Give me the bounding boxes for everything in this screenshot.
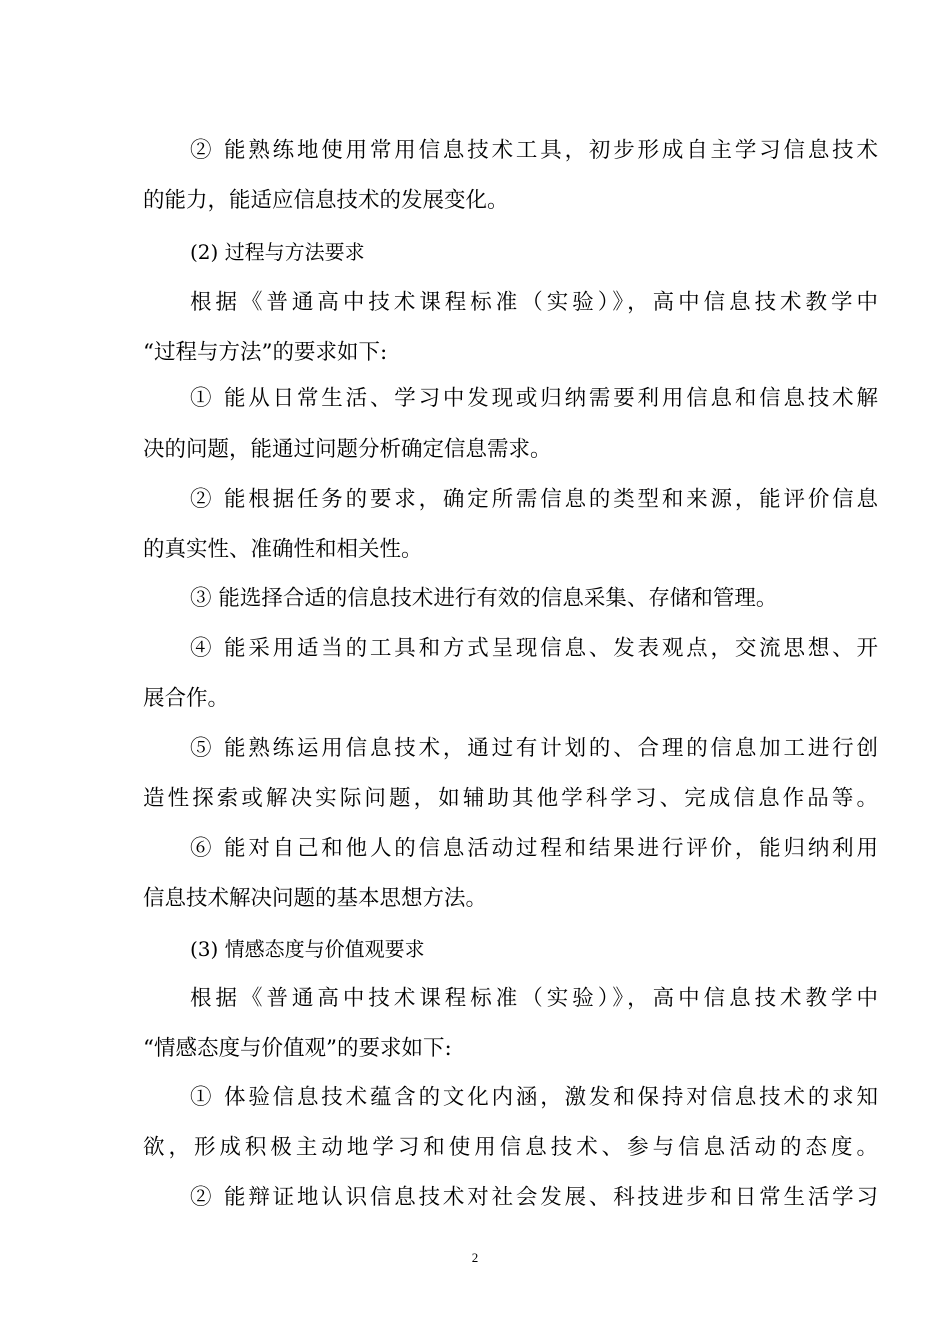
paragraph-line: ② 能熟练地使用常用信息技术工具，初步形成自主学习信息技术	[190, 138, 878, 163]
paragraph-line: 根据《普通高中技术课程标准（实验）》，高中信息技术教学中	[190, 986, 878, 1011]
paragraph-line: “过程与方法”的要求如下:	[143, 340, 388, 365]
list-item-line: ④ 能采用适当的工具和方式呈现信息、发表观点，交流思想、开	[190, 636, 878, 661]
list-item-line: ① 体验信息技术蕴含的文化内涵，激发和保持对信息技术的求知	[190, 1085, 878, 1110]
list-item-line: ③ 能选择合适的信息技术进行有效的信息采集、存储和管理。	[190, 586, 778, 611]
list-item-line: 欲，形成积极主动地学习和使用信息技术、参与信息活动的态度。	[143, 1135, 878, 1160]
list-item-line: ① 能从日常生活、学习中发现或归纳需要利用信息和信息技术解	[190, 386, 878, 411]
section-heading: (3) 情感态度与价值观要求	[190, 937, 425, 961]
section-heading: (2) 过程与方法要求	[190, 240, 365, 264]
list-item-line: 的真实性、准确性和相关性。	[143, 537, 423, 562]
list-item-line: 决的问题，能通过问题分析确定信息需求。	[143, 437, 552, 462]
list-item-line: ② 能辩证地认识信息技术对社会发展、科技进步和日常生活学习	[190, 1185, 878, 1210]
list-item-line: 造性探索或解决实际问题，如辅助其他学科学习、完成信息作品等。	[143, 786, 878, 811]
list-item-line: 展合作。	[143, 686, 230, 711]
list-item-line: ⑥ 能对自己和他人的信息活动过程和结果进行评价，能归纳利用	[190, 836, 878, 861]
paragraph-line: 的能力，能适应信息技术的发展变化。	[143, 188, 509, 213]
page-number: 2	[471, 1250, 479, 1265]
list-item-line: ② 能根据任务的要求，确定所需信息的类型和来源，能评价信息	[190, 487, 878, 512]
list-item-line: ⑤ 能熟练运用信息技术，通过有计划的、合理的信息加工进行创	[190, 736, 878, 761]
list-item-line: 信息技术解决问题的基本思想方法。	[143, 886, 488, 911]
paragraph-line: 根据《普通高中技术课程标准（实验）》，高中信息技术教学中	[190, 290, 878, 315]
paragraph-line: “情感态度与价值观”的要求如下:	[143, 1036, 452, 1061]
